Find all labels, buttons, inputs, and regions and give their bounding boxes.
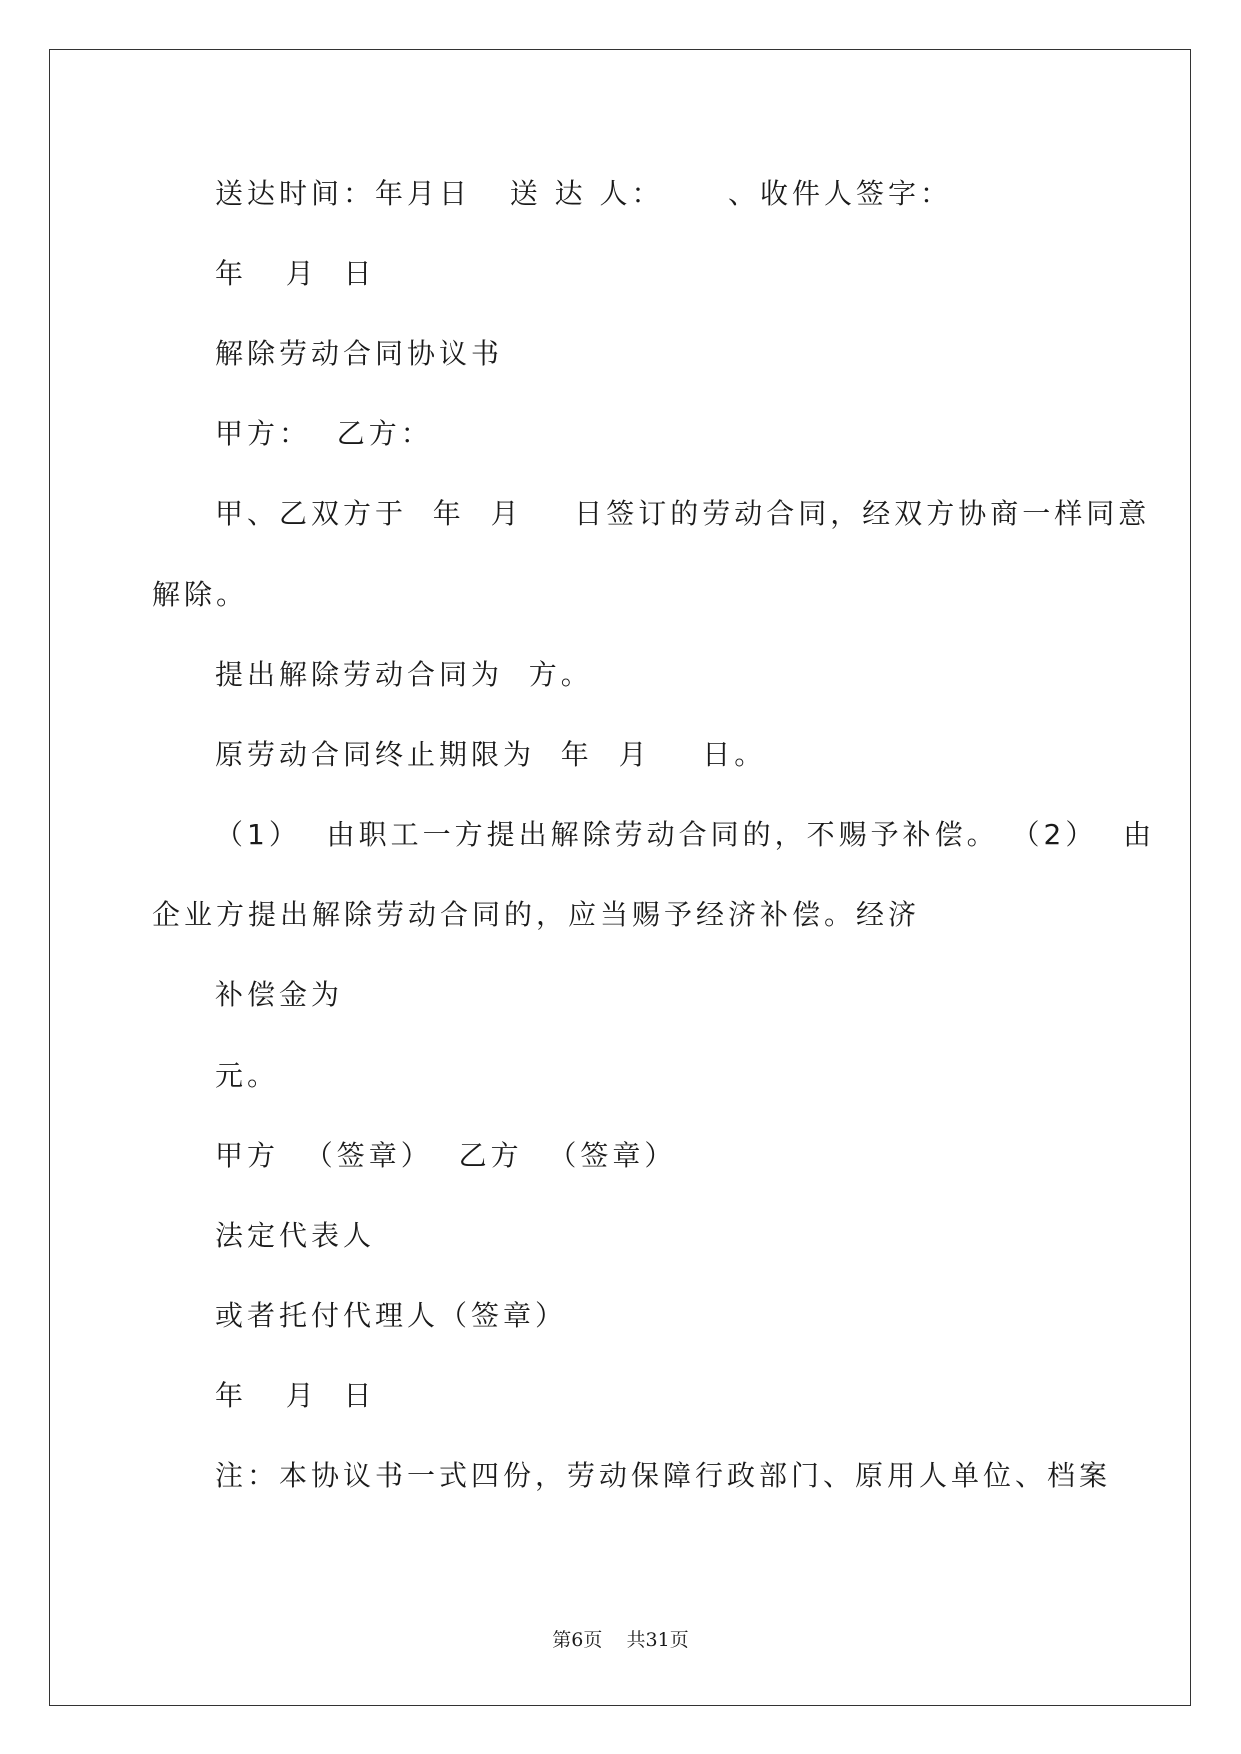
paragraph-line: 元。 [215,1059,280,1092]
note-line: 注：本协议书一式四份，劳动保障行政部门、原用人单位、档案 [215,1459,1112,1492]
paragraph-line: 提出解除劳动合同为 方。 [215,658,593,691]
date-line: 年 月 日 [215,1379,376,1412]
parties-line: 甲方： 乙方： [215,417,433,450]
paragraph-line: 原劳动合同终止期限为 年 月 日。 [215,738,767,771]
page-number: 第6页 共31页 [552,1629,689,1651]
signature-line: 甲方 （签章） 乙方 （签章） [215,1139,677,1172]
paragraph-line: 补偿金为 [215,978,344,1011]
paragraph-line: 企业方提出解除劳动合同的，应当赐予经济补偿。经济 [152,898,921,931]
delivery-time-line: 送达时间：年月日 送 达 人： 、收件人签字： [215,177,953,210]
date-line: 年 月 日 [215,257,376,290]
agreement-title: 解除劳动合同协议书 [215,337,504,370]
signature-line: 法定代表人 [215,1219,376,1252]
paragraph-line: （1） 由职工一方提出解除劳动合同的，不赐予补偿。 （2） 由 [215,818,1156,851]
paragraph-line: 甲、乙双方于 年 月 日签订的劳动合同，经双方协商一样同意 [215,497,1151,530]
signature-line: 或者托付代理人（签章） [215,1299,568,1332]
paragraph-line: 解除。 [152,578,249,611]
